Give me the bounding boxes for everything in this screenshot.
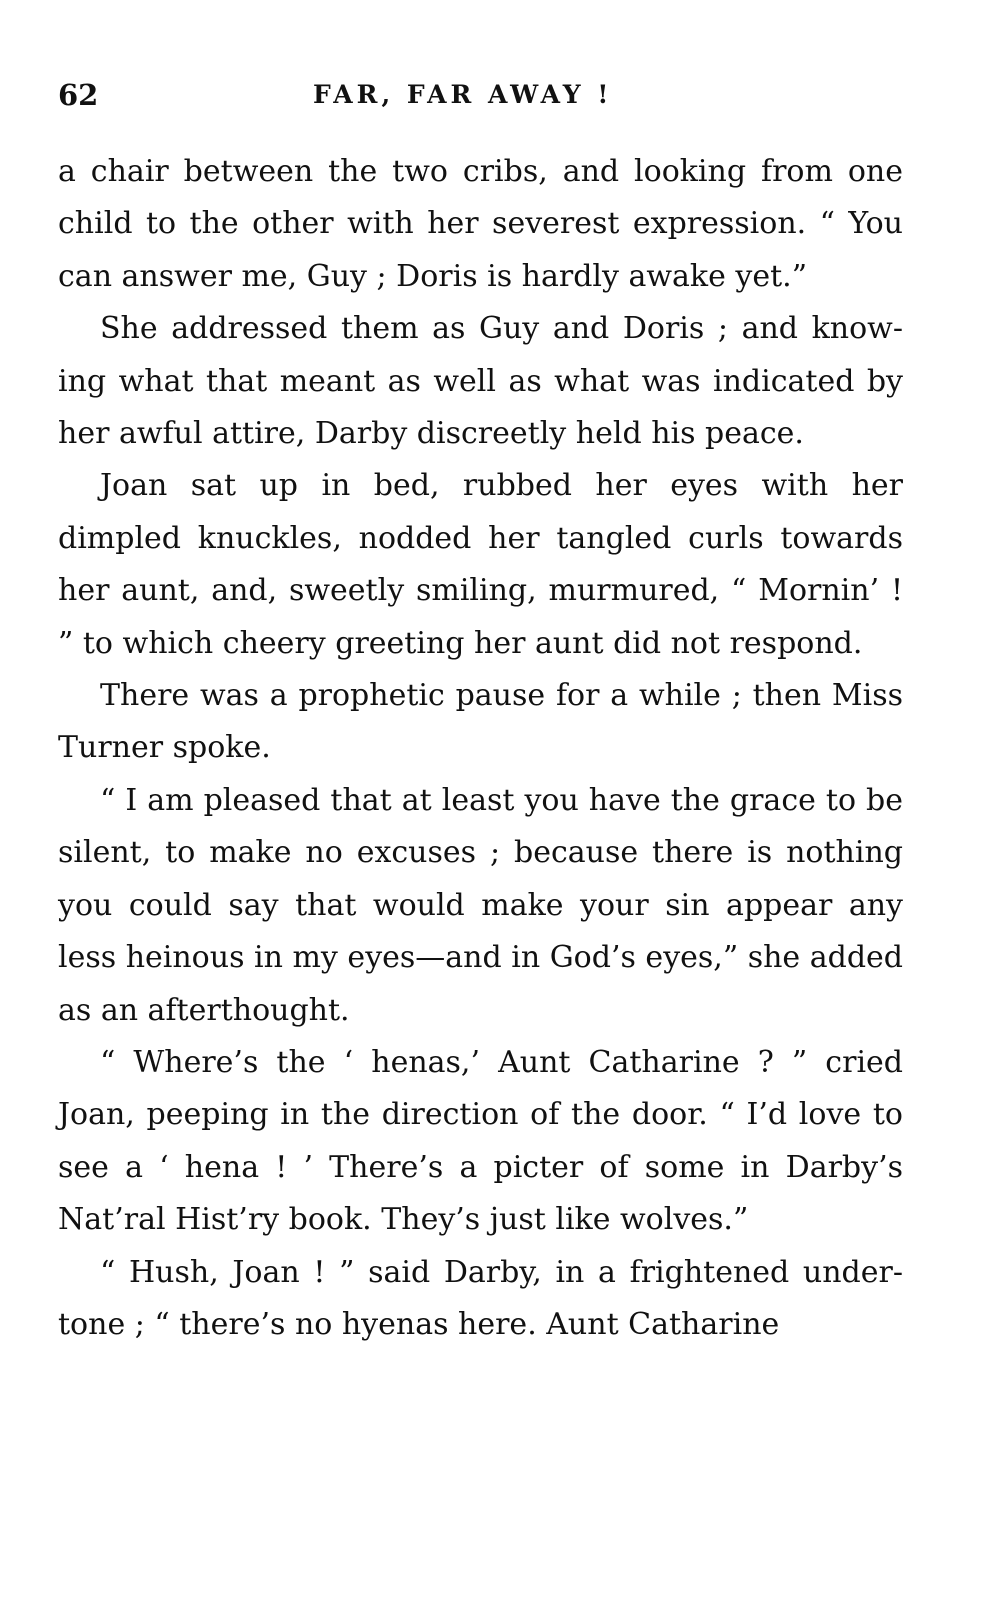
body-text xyxy=(58,146,903,1351)
paragraph: “ I am pleased that at least you have the grace to be silent, to make no excuses ; because there is nothing you could say that would make your sin appear any less heinous in my eyes—and in God’s eyes,” she added as an afterthought. xyxy=(58,782,903,1028)
book-page xyxy=(58,70,903,1570)
running-title: FAR, FAR AWAY ! xyxy=(313,80,613,109)
paragraph: She addressed them as Guy and Doris ; and knowing what that meant as well as what was indicated by her awful attire, Darby discreetly held his peace. xyxy=(58,311,903,452)
paragraph: “ Hush, Joan ! ” said Darby, in a frightened undertone ; “ there’s no hyenas here. Aunt Catharine xyxy=(58,1254,903,1342)
paragraph: There was a prophetic pause for a while ; then Miss Turner spoke. xyxy=(58,678,903,766)
page-number: 62 xyxy=(58,78,99,112)
running-head xyxy=(58,70,903,130)
paragraph: Joan sat up in bed, rubbed her eyes with her dimpled knuckles, nodded her tangled curls towards her aunt, and, sweetly smiling, murmured, “ Mornin’ ! ” to which cheery greeting her aunt did not respond. xyxy=(58,468,903,661)
paragraph-continuation: a chair between the two cribs, and looking from one child to the other with her severest expression. “ You can answer me, Guy ; Doris is hardly awake yet.” xyxy=(58,154,903,294)
paragraph: “ Where’s the ‘ henas,’ Aunt Catharine ? ” cried Joan, peeping in the direction of the door. “ I’d love to see a ‘ hena ! ’ There’s a picter of some in Darby’s Nat’ral Hist’ry book. They’s just like wolves.” xyxy=(58,1044,903,1238)
